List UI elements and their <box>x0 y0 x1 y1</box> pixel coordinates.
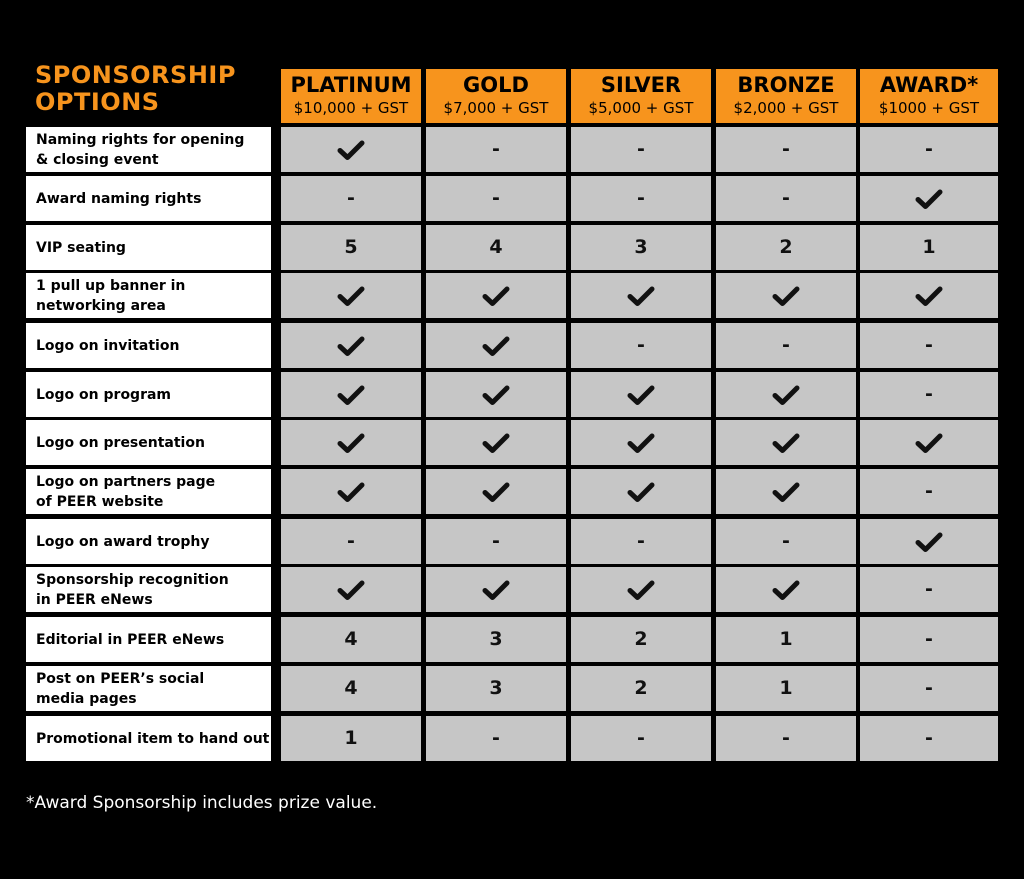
not-included-dash: - <box>782 334 790 356</box>
table-cell <box>281 127 421 172</box>
column-header-bronze <box>716 69 856 123</box>
not-included-dash: - <box>925 578 933 600</box>
heading-line-1: SPONSORSHIP <box>35 61 236 89</box>
tier-price: $7,000 + GST <box>443 99 549 117</box>
table-cell <box>716 273 856 318</box>
check-icon <box>482 432 510 454</box>
not-included-dash: - <box>925 383 933 405</box>
tier-name: BRONZE <box>737 73 835 97</box>
table-cell <box>281 420 421 465</box>
table-cell <box>571 617 711 662</box>
row-label-text <box>36 729 269 749</box>
table-cell <box>426 127 566 172</box>
tier-name: SILVER <box>600 73 682 97</box>
table-cell <box>281 666 421 711</box>
check-icon <box>337 335 365 357</box>
row-label-line: Sponsorship recognition <box>36 571 229 588</box>
check-icon <box>915 432 943 454</box>
row-label-logo-on-award-trophy <box>26 519 271 564</box>
table-cell <box>426 176 566 221</box>
row-label-text <box>36 570 229 610</box>
table-cell <box>571 323 711 368</box>
row-label-line: Promotional item to hand out <box>36 730 270 747</box>
not-included-dash: - <box>925 677 933 699</box>
not-included-dash: - <box>925 628 933 650</box>
table-cell <box>716 420 856 465</box>
check-icon <box>337 285 365 307</box>
table-cell <box>860 127 998 172</box>
table-cell <box>860 176 998 221</box>
row-label-sponsorship-recognition-in-peer-enews <box>26 567 271 612</box>
table-cell <box>716 716 856 761</box>
cell-value: 3 <box>489 677 503 699</box>
not-included-dash: - <box>492 530 500 552</box>
row-label-line: Logo on presentation <box>36 434 205 451</box>
not-included-dash: - <box>347 530 355 552</box>
row-label-text <box>36 433 205 453</box>
row-label-text <box>36 336 179 356</box>
tier-name: AWARD* <box>879 73 979 97</box>
row-label-award-naming-rights <box>26 176 271 221</box>
not-included-dash: - <box>782 138 790 160</box>
table-cell <box>860 716 998 761</box>
table-cell <box>426 519 566 564</box>
table-cell <box>860 323 998 368</box>
check-icon <box>482 481 510 503</box>
not-included-dash: - <box>492 727 500 749</box>
not-included-dash: - <box>637 187 645 209</box>
row-label-line: media pages <box>36 690 137 707</box>
tier-name: PLATINUM <box>290 73 412 97</box>
row-label-line: Logo on award trophy <box>36 533 210 550</box>
table-cell <box>571 519 711 564</box>
cell-value: 2 <box>779 236 793 258</box>
table-cell <box>426 225 566 270</box>
row-label-line: in PEER eNews <box>36 591 153 608</box>
table-cell <box>716 225 856 270</box>
table-cell <box>281 716 421 761</box>
check-icon <box>627 579 655 601</box>
check-icon <box>772 285 800 307</box>
check-icon <box>482 335 510 357</box>
row-label-promotional-item-to-hand-out <box>26 716 271 761</box>
table-cell <box>716 127 856 172</box>
table-cell <box>716 567 856 612</box>
check-icon <box>915 285 943 307</box>
table-cell <box>860 469 998 514</box>
row-label-logo-on-partners-page-of-peer-website <box>26 469 271 514</box>
table-cell <box>860 225 998 270</box>
row-label-1-pull-up-banner-in-networking-area <box>26 273 271 318</box>
not-included-dash: - <box>782 727 790 749</box>
table-cell <box>281 176 421 221</box>
cell-value: 1 <box>779 677 793 699</box>
tier-price: $5,000 + GST <box>588 99 694 117</box>
row-label-line: VIP seating <box>36 239 126 256</box>
table-cell <box>716 323 856 368</box>
heading-line-2: OPTIONS <box>35 88 160 116</box>
tier-price: $2,000 + GST <box>733 99 839 117</box>
table-cell <box>426 372 566 417</box>
row-label-line: & closing event <box>36 151 159 168</box>
table-heading <box>35 62 275 116</box>
table-cell <box>571 567 711 612</box>
row-label-text <box>36 532 209 552</box>
row-label-line: networking area <box>36 297 166 314</box>
not-included-dash: - <box>925 727 933 749</box>
table-cell <box>571 716 711 761</box>
not-included-dash: - <box>347 187 355 209</box>
table-cell <box>860 372 998 417</box>
not-included-dash: - <box>492 138 500 160</box>
column-header-award <box>860 69 998 123</box>
tier-price: $10,000 + GST <box>293 99 409 117</box>
check-icon <box>337 432 365 454</box>
table-cell <box>860 617 998 662</box>
table-cell <box>716 617 856 662</box>
row-label-naming-rights-for-opening-closing-event <box>26 127 271 172</box>
cell-value: 1 <box>344 727 358 749</box>
table-cell <box>860 519 998 564</box>
not-included-dash: - <box>637 530 645 552</box>
cell-value: 1 <box>779 628 793 650</box>
footnote: *Award Sponsorship includes prize value. <box>26 793 378 813</box>
row-label-logo-on-presentation <box>26 420 271 465</box>
table-cell <box>716 666 856 711</box>
table-cell <box>571 176 711 221</box>
tier-price: $1000 + GST <box>878 99 980 117</box>
check-icon <box>772 481 800 503</box>
table-cell <box>571 469 711 514</box>
not-included-dash: - <box>925 334 933 356</box>
table-cell <box>716 519 856 564</box>
row-label-line: of PEER website <box>36 493 164 510</box>
table-cell <box>860 420 998 465</box>
check-icon <box>627 481 655 503</box>
tier-name: GOLD <box>463 73 529 97</box>
table-cell <box>571 420 711 465</box>
cell-value: 2 <box>634 677 648 699</box>
row-label-text <box>36 189 201 209</box>
row-label-line: Post on PEER’s social <box>36 670 205 687</box>
row-label-line: Naming rights for opening <box>36 131 245 148</box>
table-cell <box>716 176 856 221</box>
table-cell <box>571 225 711 270</box>
check-icon <box>772 432 800 454</box>
cell-value: 1 <box>922 236 936 258</box>
row-label-line: 1 pull up banner in <box>36 277 186 294</box>
row-label-text <box>36 276 185 316</box>
row-label-text <box>36 669 204 709</box>
row-label-line: Editorial in PEER eNews <box>36 631 225 648</box>
cell-value: 3 <box>489 628 503 650</box>
table-cell <box>281 519 421 564</box>
row-label-vip-seating <box>26 225 271 270</box>
table-cell <box>281 617 421 662</box>
row-label-line: Logo on program <box>36 386 172 403</box>
check-icon <box>915 531 943 553</box>
table-cell <box>281 372 421 417</box>
row-label-post-on-peer-s-social-media-pages <box>26 666 271 711</box>
table-cell <box>426 323 566 368</box>
row-label-text <box>36 238 126 258</box>
row-label-logo-on-invitation <box>26 323 271 368</box>
row-label-line: Logo on partners page <box>36 473 216 490</box>
table-cell <box>426 666 566 711</box>
table-cell <box>716 469 856 514</box>
table-cell <box>571 273 711 318</box>
table-cell <box>281 567 421 612</box>
row-label-text <box>36 630 224 650</box>
check-icon <box>337 481 365 503</box>
cell-value: 2 <box>634 628 648 650</box>
table-cell <box>281 469 421 514</box>
check-icon <box>772 384 800 406</box>
column-header-silver <box>571 69 711 123</box>
table-cell <box>426 567 566 612</box>
column-header-gold <box>426 69 566 123</box>
column-header-platinum <box>281 69 421 123</box>
table-cell <box>571 127 711 172</box>
row-label-text <box>36 130 244 170</box>
not-included-dash: - <box>925 138 933 160</box>
check-icon <box>627 432 655 454</box>
table-cell <box>426 469 566 514</box>
cell-value: 4 <box>344 677 358 699</box>
table-cell <box>426 617 566 662</box>
table-cell <box>860 666 998 711</box>
row-label-line: Logo on invitation <box>36 337 180 354</box>
check-icon <box>915 188 943 210</box>
not-included-dash: - <box>782 530 790 552</box>
check-icon <box>772 579 800 601</box>
not-included-dash: - <box>782 187 790 209</box>
cell-value: 4 <box>344 628 358 650</box>
not-included-dash: - <box>637 138 645 160</box>
not-included-dash: - <box>637 334 645 356</box>
cell-value: 4 <box>489 236 503 258</box>
check-icon <box>482 384 510 406</box>
not-included-dash: - <box>925 480 933 502</box>
table-cell <box>281 273 421 318</box>
check-icon <box>337 139 365 161</box>
cell-value: 5 <box>344 236 358 258</box>
table-cell <box>426 273 566 318</box>
table-cell <box>281 323 421 368</box>
check-icon <box>627 384 655 406</box>
table-cell <box>281 225 421 270</box>
row-label-text <box>36 472 215 512</box>
table-cell <box>860 273 998 318</box>
check-icon <box>337 579 365 601</box>
row-label-line: Award naming rights <box>36 190 202 207</box>
check-icon <box>337 384 365 406</box>
not-included-dash: - <box>492 187 500 209</box>
table-cell <box>571 666 711 711</box>
check-icon <box>627 285 655 307</box>
not-included-dash: - <box>637 727 645 749</box>
table-cell <box>571 372 711 417</box>
check-icon <box>482 285 510 307</box>
table-cell <box>716 372 856 417</box>
table-cell <box>860 567 998 612</box>
table-cell <box>426 420 566 465</box>
check-icon <box>482 579 510 601</box>
row-label-logo-on-program <box>26 372 271 417</box>
table-cell <box>426 716 566 761</box>
cell-value: 3 <box>634 236 648 258</box>
row-label-text <box>36 385 171 405</box>
row-label-editorial-in-peer-enews <box>26 617 271 662</box>
